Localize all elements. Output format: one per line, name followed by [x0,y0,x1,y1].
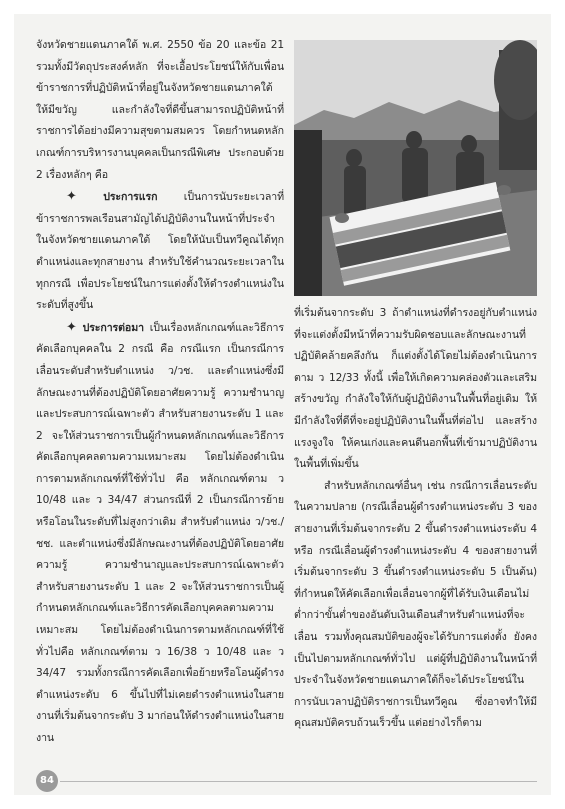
document-page [14,14,551,795]
left-paragraph-2 [36,186,284,317]
right-paragraph-2: สำหรับหลักเกณฑ์อื่นๆ เช่น กรณีการเลื่อนระดับในความปลาย (กรณีเลื่อนผู้ดำรงตำแหน่งระดับ 3 ของสายงานที่เริ่มต้นจากระดับ 2 ขึ้นดำรงตำแหน่งระดับ 4 หรือ กรณีเลื่อนผู้ดำรงตำแหน่งระดับ 4 ของสายงานที่เริ่มต้นจากระดับ 3 ขึ้นดำรงตำแหน่งระดับ 5 เป็นต้น) ที่กำหนดให้คัดเลือกเพื่อเลื่อนจากผู้ที่ได้รับเงินเดือนไม่ต่ำกว่าขั้นต่ำของอันดับเงินเดือนสำหรับตำแหน่งที่จะเลื่อน รวมทั้งคุณสมบัติของผู้จะได้รับการแต่งตั้ง ยังคงเป็นไปตามหลักเกณฑ์ทั่วไป แต่ผู้ที่ปฏิบัติงานในหน้าที่ประจำในจังหวัดชายแดนภาคใต้ก็จะได้ประโยชน์ในการนับเวลาปฏิบัติราชการเป็นทวีคูณ ซึ่งอาจทำให้มีคุณสมบัติครบถ้วนเร็วขึ้น แต่อย่างไรก็ตาม [294,479,537,730]
paragraph-2-body: เป็นการนับระยะเวลาที่ข้าราชการพลเรือนสามัญได้ปฏิบัติงานในหน้าที่ประจำในจังหวัดชายแดนภาคใต้ โดยให้นับเป็นทวีคูณได้ทุกตำแหน่งและทุกสายงาน สำหรับใช้คำนวณระยะเวลาในทุกกรณี เพื่อประโยชน์ในการแต่งตั้งให้ดำรงตำแหน่งในระดับที่สูงขึ้น [36,191,284,312]
left-text-column [36,35,284,750]
photo-soldiers-flag [294,40,537,296]
paragraph-3-body: เป็นเรื่องหลักเกณฑ์และวิธีการคัดเลือกบุคคลใน 2 กรณี คือ กรณีแรก เป็นกรณีการเลื่อนระดับสำหรับตำแหน่ง ว/วช. และตำแหน่งซึ่งมีลักษณะงานที่ต้องปฏิบัติโดยอาศัยความรู้ ความชำนาญและประสบการณ์เฉพาะตัว สำหรับสายงานระดับ 1 และ 2 จะให้ส่วนราชการเป็นผู้กำหนดหลักเกณฑ์และวิธีการคัดเลือกบุคคลตามความเหมาะสม โดยไม่ต้องดำเนินการตามหลักเกณฑ์ที่ใช้ทั่วไป คือ หลักเกณฑ์ตาม ว 10/48 และ ว 34/47 ส่วนกรณีที่ 2 เป็นกรณีการย้ายหรือโอนในระดับที่ไม่สูงกว่าเดิม สำหรับตำแหน่ง ว/วช./ชช. และตำแหน่งซึ่งมีลักษณะงานที่ต้องปฏิบัติโดยอาศัยความรู้ ความชำนาญและประสบการณ์เฉพาะตัว สำหรับสายงานระดับ 1 และ 2 จะให้ส่วนราชการเป็นผู้กำหนดหลักเกณฑ์และวิธีการคัดเลือกบุคคลตามความเหมาะสม โดยไม่ต้องดำเนินการตามหลักเกณฑ์ที่ใช้ทั่วไปคือ หลักเกณฑ์ตาม ว 16/38 ว 10/48 และ ว 34/47 รวมทั้งกรณีการคัดเลือกเพื่อย้ายหรือโอนผู้ดำรงตำแหน่งระดับ 6 ขึ้นไปที่ไม่เคยดำรงตำแหน่งในสายงานที่เริ่มต้นจากระดับ 3 มาก่อนให้ดำรงตำแหน่งในสายงาน [36,321,284,744]
paragraph-3-heading: ประการต่อมา [82,321,144,334]
star-bullet-icon: ✦ [66,319,77,335]
left-paragraph-1: จังหวัดชายแดนภาคใต้ พ.ศ. 2550 ข้อ 20 และข้อ 21 รวมทั้งมีวัตถุประสงค์หลัก ที่จะเอื้อประโยชน์ให้กับเพื่อนข้าราชการที่ปฏิบัติหน้าที่อยู่ในจังหวัดชายแดนภาคใต้ ให้มีขวัญ และกำลังใจที่ดีขึ้นสามารถปฏิบัติหน้าที่ราชการได้อย่างมีความสุขตามสมควร โดยกำหนดหลักเกณฑ์การบริหารงานบุคคลเป็นกรณีพิเศษ ประกอบด้วย 2 เรื่องหลักๆ คือ [36,39,284,181]
star-bullet-icon: ✦ [66,189,77,205]
right-text-column [294,303,537,735]
footer-rule [60,781,537,782]
right-paragraph-1: ที่เริ่มต้นจากระดับ 3 ถ้าตำแหน่งที่ดำรงอยู่กับตำแหน่งที่จะแต่งตั้งมีหน้าที่ความรับผิดชอบและลักษณะงานที่ปฏิบัติคล้ายคลึงกัน ก็แต่งตั้งได้โดยไม่ต้องดำเนินการตาม ว 12/33 ทั้งนี้ เพื่อให้เกิดความคล่องตัวและเสริมสร้างขวัญ กำลังใจให้กับผู้ปฏิบัติงานในพื้นที่อยู่เดิม ให้มีกำลังใจที่ดีที่จะอยู่ปฏิบัติงานในพื้นที่ต่อไป และสร้างแรงจูงใจ ให้คนเก่งและคนดีนอกพื้นที่เข้ามาปฏิบัติงานในพื้นที่เพิ่มขึ้น [294,307,537,471]
left-paragraph-3 [36,317,284,750]
paragraph-2-heading: ประการแรก [103,191,158,204]
page-number-badge: 84 [36,770,58,792]
